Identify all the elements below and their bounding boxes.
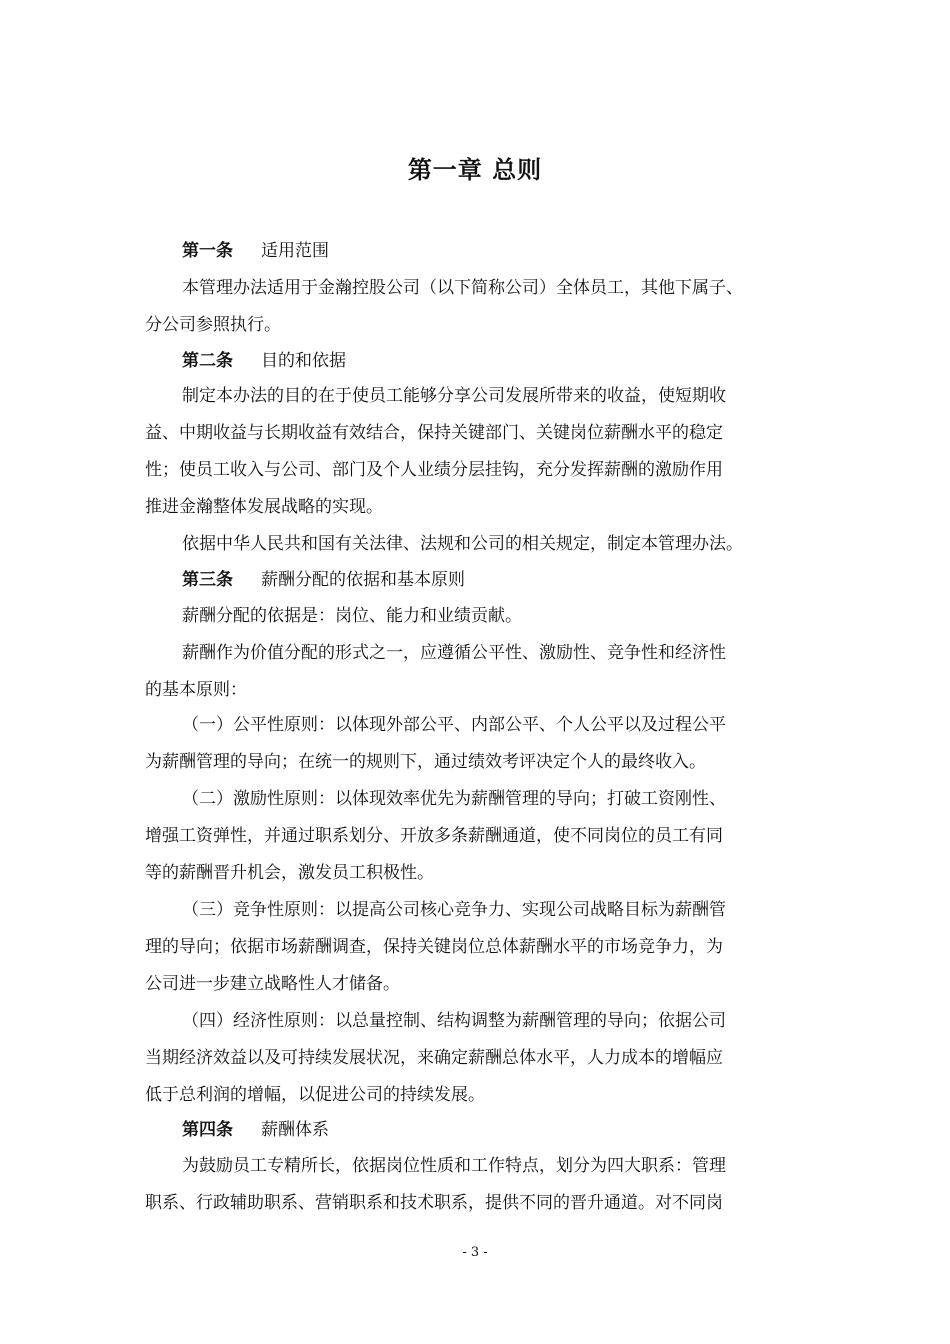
paragraph-line: 分公司参照执行。 [145,315,281,335]
article-name: 薪酬体系 [261,1120,329,1140]
paragraph-line: 性；使员工收入与公司、部门及个人业绩分层挂钩，充分发挥薪酬的激励作用 [145,460,723,480]
paragraph-line: 职系、行政辅助职系、营销职系和技术职系，提供不同的晋升通道。对不同岗 [145,1193,723,1213]
paragraph-line: （二）激励性原则：以体现效率优先为薪酬管理的导向；打破工资刚性、 [182,789,726,809]
article-name: 目的和依据 [261,351,346,371]
article-heading [182,240,810,262]
article-heading [182,350,810,372]
article-name: 适用范围 [261,241,329,261]
paragraph-line: 益、中期收益与长期收益有效结合，保持关键部门、关键岗位薪酬水平的稳定 [145,423,723,443]
paragraph-line: 为薪酬管理的导向；在统一的规则下，通过绩效考评决定个人的最终收入。 [145,752,706,772]
paragraph-line: 的基本原则： [145,680,247,700]
paragraph-line: （一）公平性原则：以体现外部公平、内部公平、个人公平以及过程公平 [182,715,726,735]
article-number: 第四条 [182,1120,233,1140]
paragraph-line: 薪酬分配的依据是：岗位、能力和业绩贡献。 [182,606,522,626]
paragraph-line: 低于总利润的增幅，以促进公司的持续发展。 [145,1085,485,1105]
paragraph-line: 为鼓励员工专精所长，依据岗位性质和工作特点，划分为四大职系：管理 [182,1156,726,1176]
paragraph-line: （三）竞争性原则：以提高公司核心竞争力、实现公司战略目标为薪酬管 [182,900,726,920]
article-number: 第一条 [182,241,233,261]
paragraph-line: 依据中华人民共和国有关法律、法规和公司的相关规定，制定本管理办法。 [182,534,743,554]
page-number: - 3 - [462,1245,488,1260]
article-name: 薪酬分配的依据和基本原则 [261,570,465,590]
article-heading [182,569,810,591]
paragraph-line: 当期经济效益以及可持续发展状况，来确定薪酬总体水平，人力成本的增幅应 [145,1048,723,1068]
paragraph-line: 薪酬作为价值分配的形式之一，应遵循公平性、激励性、竞争性和经济性 [182,643,726,663]
paragraph-line: 理的导向；依据市场薪酬调查，保持关键岗位总体薪酬水平的市场竞争力，为 [145,937,723,957]
paragraph-line: 制定本办法的目的在于使员工能够分享公司发展所带来的收益，使短期收 [182,386,726,406]
article-heading [182,1119,810,1141]
paragraph-line: 等的薪酬晋升机会，激发员工积极性。 [145,863,434,883]
article-number: 第二条 [182,351,233,371]
article-number: 第三条 [182,570,233,590]
paragraph-line: （四）经济性原则：以总量控制、结构调整为薪酬管理的导向；依据公司 [182,1011,726,1031]
chapter-title: 第一章 总则 [407,155,543,184]
paragraph-line: 公司进一步建立战略性人才储备。 [145,974,400,994]
paragraph-line: 推进金瀚整体发展战略的实现。 [145,497,383,517]
paragraph-line: 本管理办法适用于金瀚控股公司（以下简称公司）全体员工，其他下属子、 [182,278,743,298]
paragraph-line: 增强工资弹性，并通过职系划分、开放多条薪酬通道，使不同岗位的员工有同 [145,826,723,846]
